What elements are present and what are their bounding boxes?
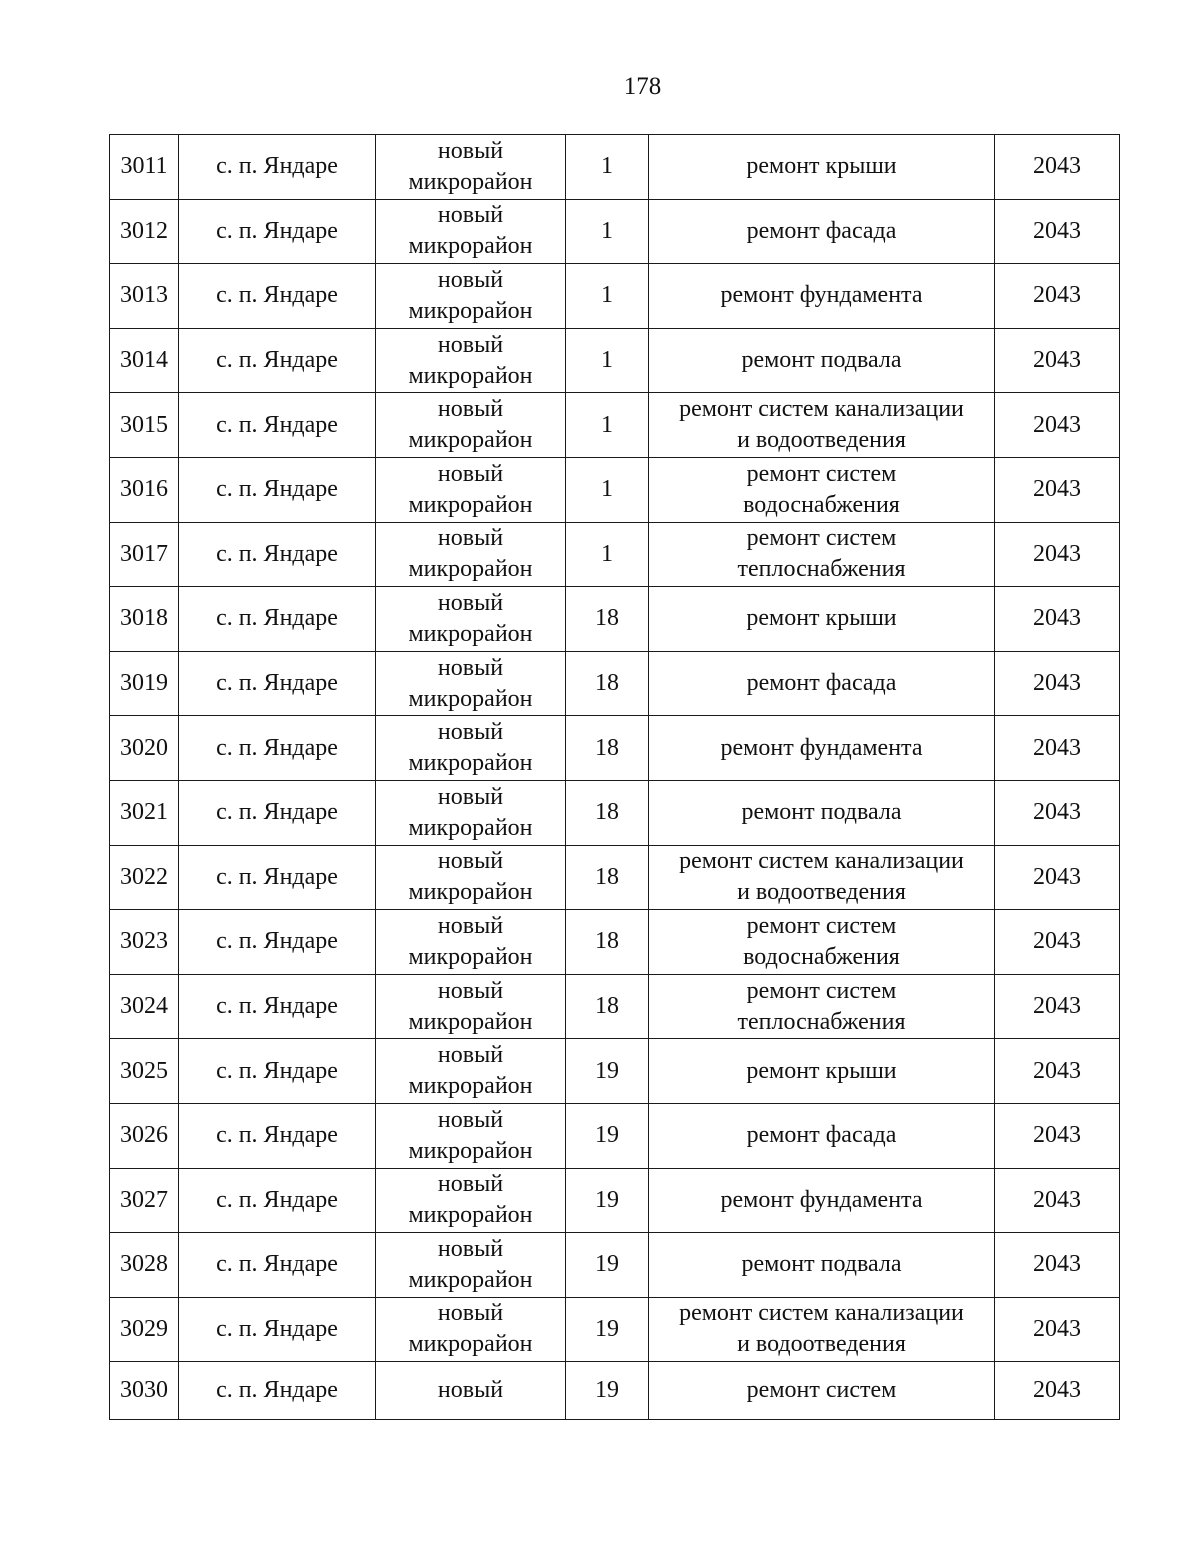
street-cell bbox=[376, 457, 566, 522]
year-cell: 2043 bbox=[995, 522, 1120, 587]
street-cell bbox=[376, 393, 566, 458]
year-cell: 2043 bbox=[995, 587, 1120, 652]
street-cell bbox=[376, 587, 566, 652]
street-line: микрорайон bbox=[408, 491, 533, 518]
table-row bbox=[110, 457, 1120, 522]
work-type-cell bbox=[649, 587, 995, 652]
table-body bbox=[110, 135, 1120, 1420]
table-row bbox=[110, 587, 1120, 652]
work-type-line: ремонт систем bbox=[746, 912, 897, 939]
house-number-cell: 18 bbox=[566, 780, 649, 845]
row-number-cell: 3016 bbox=[110, 457, 179, 522]
repair-schedule-table bbox=[109, 134, 1120, 1420]
settlement-cell: с. п. Яндаре bbox=[179, 328, 376, 393]
table-row bbox=[110, 780, 1120, 845]
street-line: новый bbox=[437, 654, 504, 681]
house-number-cell: 1 bbox=[566, 199, 649, 264]
street-line: микрорайон bbox=[408, 1008, 533, 1035]
street-line: новый bbox=[437, 202, 504, 229]
table-row bbox=[110, 845, 1120, 910]
work-type-line: и водоотведения bbox=[737, 427, 906, 454]
street-line: новый bbox=[437, 266, 504, 293]
work-type-cell bbox=[649, 264, 995, 329]
work-type-cell bbox=[649, 1297, 995, 1362]
work-type-cell bbox=[649, 522, 995, 587]
table-row bbox=[110, 716, 1120, 781]
year-cell: 2043 bbox=[995, 780, 1120, 845]
work-type-cell bbox=[649, 910, 995, 975]
work-type-cell bbox=[649, 1039, 995, 1104]
house-number-cell: 1 bbox=[566, 522, 649, 587]
settlement-cell: с. п. Яндаре bbox=[179, 780, 376, 845]
work-type-line: ремонт систем bbox=[746, 525, 897, 552]
settlement-cell: с. п. Яндаре bbox=[179, 199, 376, 264]
settlement-cell: с. п. Яндаре bbox=[179, 457, 376, 522]
house-number-cell: 18 bbox=[566, 974, 649, 1039]
street-line: микрорайон bbox=[408, 1331, 533, 1358]
page-number: 178 bbox=[623, 73, 662, 100]
work-type-line: ремонт фасада bbox=[746, 670, 897, 697]
street-cell bbox=[376, 1039, 566, 1104]
street-line: новый bbox=[437, 589, 504, 616]
street-line: новый bbox=[437, 331, 504, 358]
table-row bbox=[110, 651, 1120, 716]
street-cell bbox=[376, 651, 566, 716]
table-row bbox=[110, 1168, 1120, 1233]
street-line: новый bbox=[437, 1106, 504, 1133]
street-line: новый bbox=[437, 783, 504, 810]
settlement-cell: с. п. Яндаре bbox=[179, 974, 376, 1039]
street-line: микрорайон bbox=[408, 427, 533, 454]
work-type-line: ремонт систем канализации bbox=[679, 1300, 964, 1327]
street-cell bbox=[376, 328, 566, 393]
year-cell: 2043 bbox=[995, 716, 1120, 781]
row-number-cell: 3015 bbox=[110, 393, 179, 458]
year-cell: 2043 bbox=[995, 1362, 1120, 1420]
house-number-cell: 18 bbox=[566, 910, 649, 975]
house-number-cell: 18 bbox=[566, 845, 649, 910]
row-number-cell: 3023 bbox=[110, 910, 179, 975]
table-row bbox=[110, 522, 1120, 587]
work-type-line: ремонт фундамента bbox=[720, 282, 923, 309]
work-type-cell bbox=[649, 1233, 995, 1298]
work-type-line: ремонт фасада bbox=[746, 217, 897, 244]
settlement-cell: с. п. Яндаре bbox=[179, 1039, 376, 1104]
street-line: новый bbox=[437, 525, 504, 552]
row-number-cell: 3022 bbox=[110, 845, 179, 910]
settlement-cell: с. п. Яндаре bbox=[179, 1103, 376, 1168]
street-cell bbox=[376, 780, 566, 845]
street-line: микрорайон bbox=[408, 168, 533, 195]
house-number-cell: 19 bbox=[566, 1297, 649, 1362]
street-cell bbox=[376, 1103, 566, 1168]
table-row bbox=[110, 910, 1120, 975]
table-row bbox=[110, 1039, 1120, 1104]
street-line: новый bbox=[437, 460, 504, 487]
street-cell bbox=[376, 135, 566, 200]
work-type-cell bbox=[649, 328, 995, 393]
street-line: новый bbox=[437, 137, 504, 164]
work-type-line: водоснабжения bbox=[743, 943, 900, 970]
house-number-cell: 1 bbox=[566, 264, 649, 329]
table-row bbox=[110, 328, 1120, 393]
settlement-cell: с. п. Яндаре bbox=[179, 522, 376, 587]
street-cell bbox=[376, 1233, 566, 1298]
year-cell: 2043 bbox=[995, 393, 1120, 458]
street-cell bbox=[376, 264, 566, 329]
row-number-cell: 3027 bbox=[110, 1168, 179, 1233]
work-type-cell bbox=[649, 1103, 995, 1168]
row-number-cell: 3011 bbox=[110, 135, 179, 200]
house-number-cell: 1 bbox=[566, 135, 649, 200]
house-number-cell: 1 bbox=[566, 328, 649, 393]
street-line: микрорайон bbox=[408, 1073, 533, 1100]
street-line: новый bbox=[437, 1042, 504, 1069]
row-number-cell: 3013 bbox=[110, 264, 179, 329]
settlement-cell: с. п. Яндаре bbox=[179, 393, 376, 458]
street-line: новый bbox=[437, 912, 504, 939]
year-cell: 2043 bbox=[995, 1297, 1120, 1362]
house-number-cell: 18 bbox=[566, 587, 649, 652]
settlement-cell: с. п. Яндаре bbox=[179, 651, 376, 716]
street-line: новый bbox=[437, 977, 504, 1004]
street-line: микрорайон bbox=[408, 879, 533, 906]
street-line: новый bbox=[437, 719, 504, 746]
year-cell: 2043 bbox=[995, 457, 1120, 522]
year-cell: 2043 bbox=[995, 1233, 1120, 1298]
street-line: микрорайон bbox=[408, 233, 533, 260]
work-type-line: водоснабжения bbox=[743, 491, 900, 518]
street-line: микрорайон bbox=[408, 620, 533, 647]
work-type-cell bbox=[649, 780, 995, 845]
work-type-cell bbox=[649, 393, 995, 458]
row-number-cell: 3024 bbox=[110, 974, 179, 1039]
year-cell: 2043 bbox=[995, 651, 1120, 716]
work-type-cell bbox=[649, 1362, 995, 1420]
work-type-cell bbox=[649, 457, 995, 522]
work-type-cell bbox=[649, 135, 995, 200]
street-line: новый bbox=[437, 1377, 504, 1404]
table-row bbox=[110, 974, 1120, 1039]
row-number-cell: 3019 bbox=[110, 651, 179, 716]
street-line: новый bbox=[437, 1300, 504, 1327]
table-row bbox=[110, 1362, 1120, 1420]
work-type-line: ремонт систем bbox=[746, 460, 897, 487]
row-number-cell: 3026 bbox=[110, 1103, 179, 1168]
street-line: микрорайон bbox=[408, 685, 533, 712]
street-line: микрорайон bbox=[408, 556, 533, 583]
work-type-line: ремонт систем канализации bbox=[679, 396, 964, 423]
work-type-line: ремонт подвала bbox=[741, 347, 902, 374]
row-number-cell: 3012 bbox=[110, 199, 179, 264]
row-number-cell: 3018 bbox=[110, 587, 179, 652]
street-cell bbox=[376, 199, 566, 264]
row-number-cell: 3025 bbox=[110, 1039, 179, 1104]
settlement-cell: с. п. Яндаре bbox=[179, 135, 376, 200]
settlement-cell: с. п. Яндаре bbox=[179, 1297, 376, 1362]
street-line: микрорайон bbox=[408, 943, 533, 970]
street-cell bbox=[376, 1168, 566, 1233]
work-type-line: и водоотведения bbox=[737, 879, 906, 906]
house-number-cell: 19 bbox=[566, 1168, 649, 1233]
row-number-cell: 3030 bbox=[110, 1362, 179, 1420]
work-type-line: ремонт крыши bbox=[746, 153, 897, 180]
year-cell: 2043 bbox=[995, 974, 1120, 1039]
house-number-cell: 1 bbox=[566, 457, 649, 522]
table-row bbox=[110, 393, 1120, 458]
row-number-cell: 3021 bbox=[110, 780, 179, 845]
row-number-cell: 3020 bbox=[110, 716, 179, 781]
street-cell bbox=[376, 974, 566, 1039]
house-number-cell: 19 bbox=[566, 1233, 649, 1298]
work-type-line: ремонт крыши bbox=[746, 1057, 897, 1084]
settlement-cell: с. п. Яндаре bbox=[179, 587, 376, 652]
year-cell: 2043 bbox=[995, 910, 1120, 975]
house-number-cell: 18 bbox=[566, 716, 649, 781]
house-number-cell: 1 bbox=[566, 393, 649, 458]
year-cell: 2043 bbox=[995, 328, 1120, 393]
work-type-line: ремонт фасада bbox=[746, 1122, 897, 1149]
street-line: микрорайон bbox=[408, 1202, 533, 1229]
street-cell bbox=[376, 1297, 566, 1362]
work-type-cell bbox=[649, 199, 995, 264]
table-row bbox=[110, 199, 1120, 264]
street-cell bbox=[376, 716, 566, 781]
table-row bbox=[110, 1103, 1120, 1168]
house-number-cell: 18 bbox=[566, 651, 649, 716]
street-line: микрорайон bbox=[408, 297, 533, 324]
year-cell: 2043 bbox=[995, 135, 1120, 200]
work-type-line: ремонт систем канализации bbox=[679, 848, 964, 875]
table-row bbox=[110, 1297, 1120, 1362]
work-type-line: теплоснабжения bbox=[737, 556, 906, 583]
street-line: новый bbox=[437, 848, 504, 875]
table-row bbox=[110, 1233, 1120, 1298]
row-number-cell: 3028 bbox=[110, 1233, 179, 1298]
work-type-line: ремонт фундамента bbox=[720, 1186, 923, 1213]
settlement-cell: с. п. Яндаре bbox=[179, 910, 376, 975]
work-type-line: ремонт подвала bbox=[741, 799, 902, 826]
settlement-cell: с. п. Яндаре bbox=[179, 845, 376, 910]
work-type-line: ремонт систем bbox=[746, 1377, 897, 1404]
settlement-cell: с. п. Яндаре bbox=[179, 716, 376, 781]
street-cell bbox=[376, 845, 566, 910]
year-cell: 2043 bbox=[995, 1103, 1120, 1168]
row-number-cell: 3029 bbox=[110, 1297, 179, 1362]
work-type-line: ремонт систем bbox=[746, 977, 897, 1004]
street-line: микрорайон bbox=[408, 362, 533, 389]
year-cell: 2043 bbox=[995, 1168, 1120, 1233]
table-row bbox=[110, 264, 1120, 329]
house-number-cell: 19 bbox=[566, 1103, 649, 1168]
settlement-cell: с. п. Яндаре bbox=[179, 1168, 376, 1233]
street-cell bbox=[376, 1362, 566, 1420]
street-line: микрорайон bbox=[408, 750, 533, 777]
work-type-cell bbox=[649, 1168, 995, 1233]
street-line: микрорайон bbox=[408, 1266, 533, 1293]
settlement-cell: с. п. Яндаре bbox=[179, 264, 376, 329]
street-line: новый bbox=[437, 396, 504, 423]
work-type-line: ремонт фундамента bbox=[720, 734, 923, 761]
work-type-cell bbox=[649, 651, 995, 716]
work-type-cell bbox=[649, 845, 995, 910]
street-line: новый bbox=[437, 1171, 504, 1198]
work-type-cell bbox=[649, 716, 995, 781]
table-row bbox=[110, 135, 1120, 200]
street-cell bbox=[376, 910, 566, 975]
house-number-cell: 19 bbox=[566, 1362, 649, 1420]
row-number-cell: 3017 bbox=[110, 522, 179, 587]
year-cell: 2043 bbox=[995, 1039, 1120, 1104]
work-type-cell bbox=[649, 974, 995, 1039]
street-cell bbox=[376, 522, 566, 587]
year-cell: 2043 bbox=[995, 845, 1120, 910]
work-type-line: ремонт крыши bbox=[746, 605, 897, 632]
work-type-line: теплоснабжения bbox=[737, 1008, 906, 1035]
settlement-cell: с. п. Яндаре bbox=[179, 1362, 376, 1420]
street-line: микрорайон bbox=[408, 814, 533, 841]
year-cell: 2043 bbox=[995, 199, 1120, 264]
row-number-cell: 3014 bbox=[110, 328, 179, 393]
year-cell: 2043 bbox=[995, 264, 1120, 329]
work-type-line: ремонт подвала bbox=[741, 1251, 902, 1278]
settlement-cell: с. п. Яндаре bbox=[179, 1233, 376, 1298]
work-type-line: и водоотведения bbox=[737, 1331, 906, 1358]
house-number-cell: 19 bbox=[566, 1039, 649, 1104]
street-line: микрорайон bbox=[408, 1137, 533, 1164]
street-line: новый bbox=[437, 1235, 504, 1262]
